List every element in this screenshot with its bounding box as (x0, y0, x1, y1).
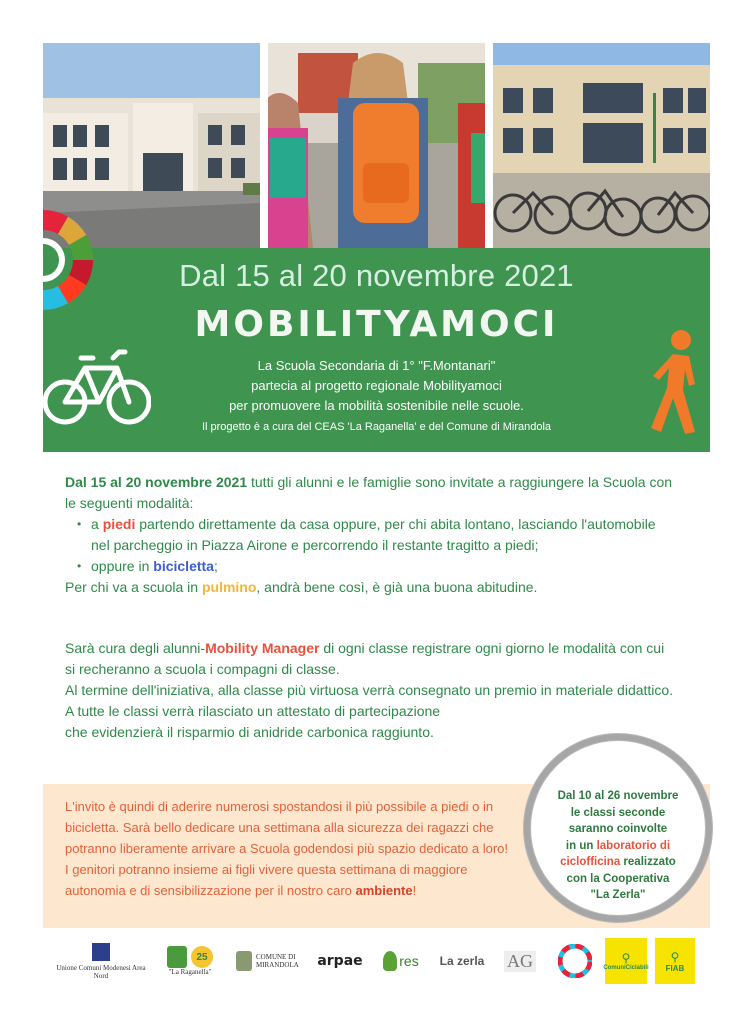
pedestrian-icon (643, 328, 705, 436)
mobility-manager-highlight: Mobility Manager (205, 640, 320, 656)
acg-logo: AG (497, 938, 543, 984)
comune-mirandola-logo: COMUNE DI MIRANDOLA (233, 938, 305, 984)
list-item-walk: • a piedi partendo direttamente da casa oppure, per chi abita lontano, lasciando l'automobile nel parcheggio in Piazza Airone e percorrendo il restante tragitto a piedi; (77, 514, 677, 556)
intro-dates: Dal 15 al 20 novembre 2021 (65, 474, 248, 490)
description-line: per promuovere la mobilità sostenibile nelle scuole. (229, 398, 524, 413)
bike-highlight: bicicletta (153, 558, 214, 574)
environment-highlight: ambiente (355, 883, 413, 898)
bicycle-small-icon: ⚲ (670, 949, 680, 964)
description-line: partecia al progetto regionale Mobilityamoci (251, 378, 502, 393)
manager-section (65, 638, 677, 743)
badge-inner (531, 741, 705, 915)
event-banner (43, 248, 710, 452)
anniversary-badge: 25 (191, 946, 213, 968)
agenda-2030-logo (553, 938, 597, 984)
fiab-logo: ⚲ FIAB (655, 938, 695, 984)
description-line: La Scuola Secondaria di 1° "F.Montanari" (257, 358, 496, 373)
workshop-badge (523, 733, 713, 923)
frog-icon (167, 946, 187, 968)
event-title: MOBILITYAMOCI (194, 304, 559, 345)
res-logo: res (373, 938, 429, 984)
project-credit: Il progetto è a cura del CEAS 'La Raganella' e del Comune di Mirandola (201, 421, 552, 433)
award-paragraph: Al termine dell'iniziativa, alla classe più virtuosa verrà consegnato un premio in materiale didattico. (65, 682, 674, 698)
bus-paragraph: Per chi va a scuola in pulmino, andrà bene così, è già una buona abitudine. (65, 579, 538, 595)
bicycle-icon (43, 340, 151, 432)
list-item-bike: • oppure in bicicletta; (77, 556, 677, 577)
bicycles-school-photo (493, 43, 710, 248)
event-dates: Dal 15 al 20 novembre 2021 (179, 258, 574, 293)
sdg-circle-icon (558, 944, 592, 978)
walk-highlight: piedi (102, 516, 136, 532)
unione-comuni-logo: Unione Comuni Modenesi Area Nord (51, 938, 151, 984)
partner-logos (43, 938, 710, 984)
la-zerla-logo: La zerla (439, 954, 485, 968)
manager-paragraph: Sarà cura degli alunni-Mobility Manager di ogni classe registrare ogni giorno le modalità con cui si recheranno a scuola i compagni di classe. (65, 640, 665, 677)
intro-paragraph: Dal 15 al 20 novembre 2021 tutti gli alunni e le famiglie sono invitate a raggiungere la Scuola con le seguenti modalità: (65, 474, 673, 511)
bus-highlight: pulmino (201, 579, 257, 595)
certificate-line: A tutte le classi verrà rilasciato un attestato di partecipazione (65, 703, 441, 719)
certificate-line: che evidenzierà il risparmio di anidride carbonica raggiunto. (65, 724, 434, 740)
arpae-logo: arpae (317, 953, 363, 969)
bicycle-small-icon: ⚲ (621, 951, 631, 965)
travel-modes-list (65, 514, 677, 577)
eu-flag-icon (92, 943, 110, 961)
intro-section (65, 472, 677, 598)
event-description (133, 356, 620, 416)
invite-text: L'invito è quindi di aderire numerosi spostandosi il più possibile a piedi o in bicicletta. Sarà bello dedicare una settimana alla sicurezza dei ragazzi che potranno liberamente arrivare a Scuola godendosi più spazio dedicato a loro! I genitori potranno insieme ai figli vivere questa settimana di maggiore autonomia e di sensibilizzazione per il nostro caro ambiente! (65, 799, 509, 898)
comuni-ciclabili-logo: ⚲ ComuniCiclabili (605, 938, 647, 984)
raganella-logo: 25 "La Raganella" (161, 938, 219, 984)
leaf-icon (383, 951, 397, 971)
badge-text: Dal 10 al 26 novembre le classi seconde saranno coinvolte in un laboratorio di ciclofficina realizzato con la Cooperativa "La Zerla" (557, 790, 679, 901)
coat-of-arms-icon (236, 951, 252, 971)
children-backpack-photo (268, 43, 485, 248)
